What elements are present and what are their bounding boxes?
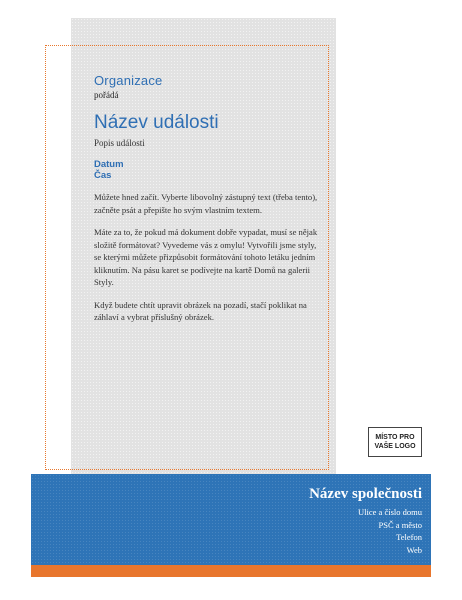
body-paragraph[interactable]: Když budete chtít upravit obrázek na pozadí, stačí poklikat na záhlaví a vybrat příslušný obrázek. [94, 299, 307, 322]
hosts-label[interactable]: pořádá [94, 90, 119, 100]
event-time[interactable]: Čas [94, 170, 112, 181]
footer-accent-strip [31, 565, 431, 577]
body-paragraph[interactable]: Můžete hned začít. Vyberte libovolný zástupný text (třeba tento), začněte psát a přepište ho svým vlastním textem. [94, 192, 318, 215]
company-web[interactable]: Web [406, 544, 422, 555]
company-name[interactable]: Název společnosti [309, 486, 422, 502]
company-city[interactable]: PSČ a město [378, 519, 422, 530]
event-content [94, 72, 322, 324]
organization-name[interactable]: Organizace [94, 73, 163, 88]
body-paragraph[interactable]: Máte za to, že pokud má dokument dobře vypadat, musí se nějak složitě formátovat? Vyvedeme vás z omylu! Vytvořili jsme styly, se kterými můžete přizpůsobit formátování tohoto letáku jedním kliknutím. Na pásu karet se podívejte na kartě Domů na galerii Styly. [94, 227, 318, 287]
company-info [309, 485, 422, 556]
event-description[interactable]: Popis události [94, 138, 145, 148]
logo-line: MÍSTO PRO [375, 434, 415, 441]
logo-placeholder[interactable] [368, 427, 422, 457]
event-title[interactable]: Název události [94, 112, 219, 133]
logo-line: VAŠE LOGO [374, 443, 416, 450]
company-address[interactable]: Ulice a číslo domu [358, 507, 422, 517]
company-phone[interactable]: Telefon [396, 532, 422, 542]
event-date[interactable]: Datum [94, 159, 124, 170]
